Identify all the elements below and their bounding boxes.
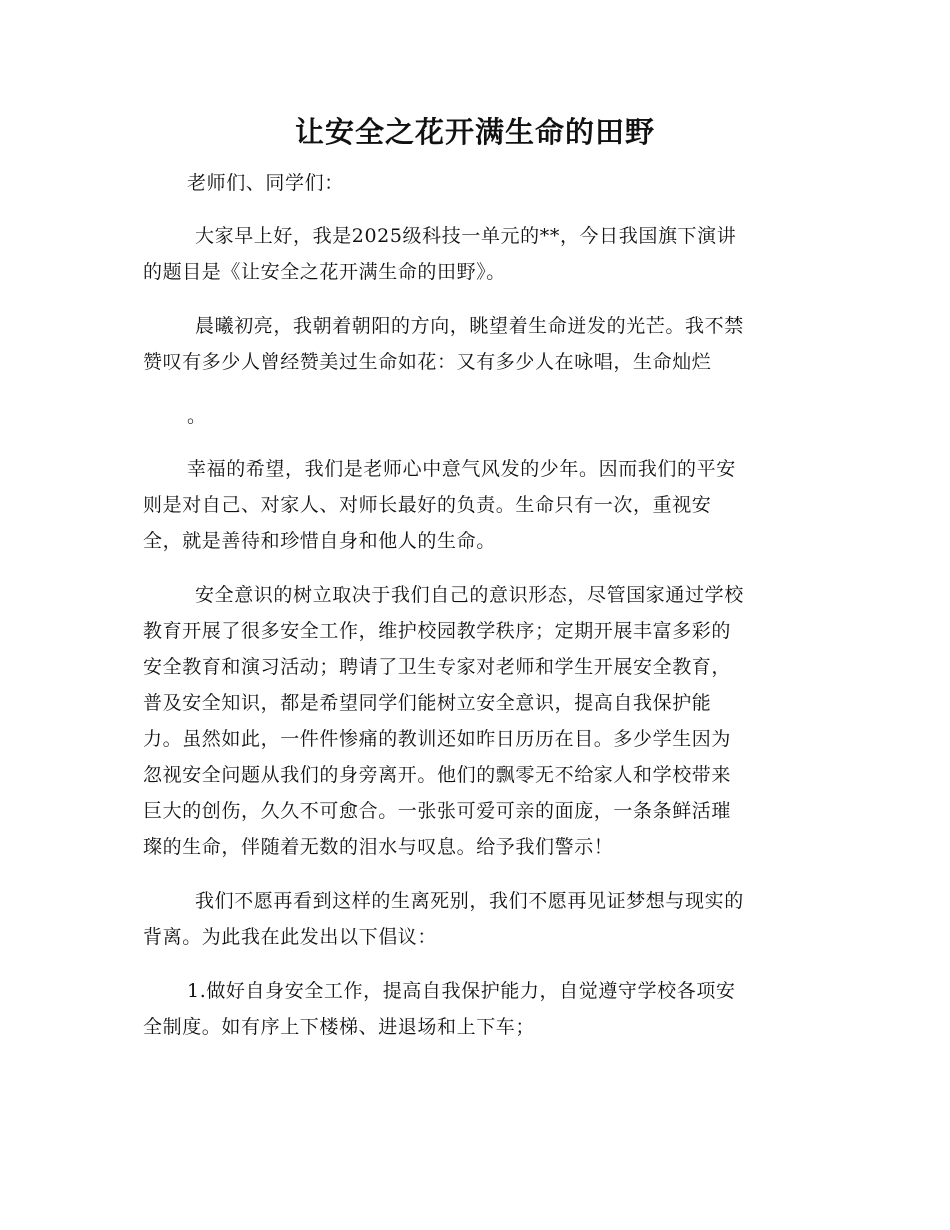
paragraph-4-line-1: 安全意识的树立取决于我们自己的意识形态，尽管国家通过学校 — [195, 584, 744, 606]
paragraph-4-line-3: 安全教育和演习活动；聘请了卫生专家对老师和学生开展安全教育， — [143, 656, 732, 678]
paragraph-1-line-2: 的题目是《让安全之花开满生命的田野》。 — [143, 261, 506, 283]
paragraph-4-line-7: 巨大的创伤，久久不可愈合。一张张可爱可亲的面庞，一条条鲜活璀 — [143, 800, 732, 822]
paragraph-1-line-1: 大家早上好，我是2025级科技一单元的**，今日我国旗下演讲 — [195, 225, 737, 247]
paragraph-3-line-3: 全，就是善待和珍惜自身和他人的生命。 — [143, 530, 496, 552]
paragraph-2-line-2: 赞叹有多少人曾经赞美过生命如花：又有多少人在咏唱，生命灿烂 — [143, 351, 712, 373]
paragraph-3-line-1: 幸福的希望，我们是老师心中意气风发的少年。因而我们的平安 — [187, 458, 736, 480]
paragraph-4-line-4: 普及安全知识，都是希望同学们能树立安全意识，提高自我保护能 — [143, 692, 712, 714]
paragraph-3-line-2: 则是对自己、对家人、对师长最好的负责。生命只有一次，重视安 — [143, 494, 712, 516]
paragraph-5-line-2: 背离。为此我在此发出以下倡议： — [143, 926, 438, 948]
salutation-line: 老师们、同学们： — [187, 172, 344, 194]
document-title: 让安全之花开满生命的田野 — [294, 115, 655, 149]
paragraph-5-line-1: 我们不愿再看到这样的生离死别，我们不愿再见证梦想与现实的 — [195, 890, 744, 912]
paragraph-4-line-5: 力。虽然如此，一件件惨痛的教训还如昨日历历在目。多少学生因为 — [143, 728, 732, 750]
proposal-1-line-1: 1.做好自身安全工作，提高自我保护能力，自觉遵守学校各项安 — [187, 980, 736, 1002]
paragraph-2-line-3: 。 — [187, 405, 207, 427]
paragraph-4-line-6: 忽视安全问题从我们的身旁离开。他们的飘零无不给家人和学校带来 — [143, 764, 732, 786]
paragraph-4-line-2: 教育开展了很多安全工作，维护校园教学秩序；定期开展丰富多彩的 — [143, 620, 732, 642]
paragraph-2-line-1: 晨曦初亮，我朝着朝阳的方向，眺望着生命迸发的光芒。我不禁 — [195, 315, 744, 337]
proposal-1-line-2: 全制度。如有序上下楼梯、进退场和上下车； — [143, 1016, 536, 1038]
paragraph-4-line-8: 璨的生命，伴随着无数的泪水与叹息。给予我们警示！ — [143, 836, 614, 858]
